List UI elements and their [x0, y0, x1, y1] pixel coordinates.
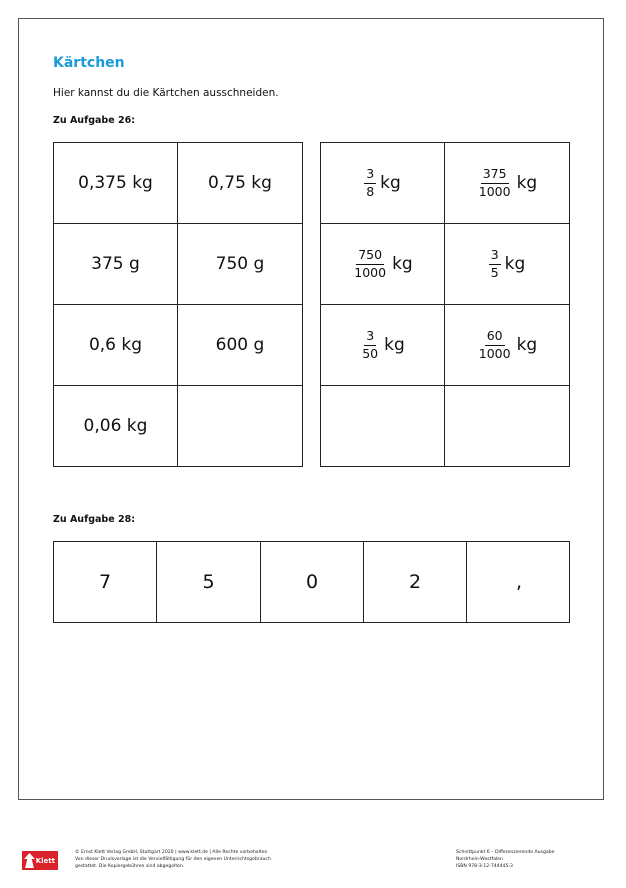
footer-line: gestattet. Die Kopiergebühren sind abgegolten.: [75, 864, 185, 869]
card-grid-28: [53, 541, 570, 623]
fraction-denominator: 1000: [478, 183, 511, 199]
digit-card: 2: [364, 542, 467, 622]
fraction-unit: kg: [384, 335, 405, 355]
fraction: [360, 329, 380, 361]
fraction: [477, 167, 513, 199]
footer-line: © Ernst Klett Verlag GmbH, Stuttgart 2020 | www.klett.de | Alle Rechte vorbehalten: [75, 850, 268, 855]
footer-copyright: [75, 849, 271, 870]
section-heading-26: Zu Aufgabe 26:: [53, 115, 135, 126]
fraction: [364, 167, 376, 199]
fraction-unit: kg: [504, 254, 526, 274]
weight-card: 0,06 kg: [54, 386, 178, 466]
fraction-unit: kg: [392, 254, 413, 274]
fraction: [477, 329, 513, 361]
fraction-numerator: 3: [364, 167, 376, 183]
weight-card: 0,75 kg: [178, 143, 302, 224]
digit-card: ,: [515, 571, 523, 593]
section-heading-28: Zu Aufgabe 28:: [53, 514, 135, 525]
fraction-numerator: 3: [364, 329, 376, 345]
footer-line: ISBN 978-3-12-744445-3: [456, 864, 513, 869]
fraction-numerator: 375: [481, 167, 509, 183]
digit-card: 0: [261, 542, 364, 622]
fraction: [352, 248, 388, 280]
fraction-unit: kg: [516, 335, 538, 355]
weight-card: 600 g: [178, 305, 302, 386]
fraction-card: [445, 224, 569, 305]
fraction-unit: kg: [516, 173, 538, 193]
footer-line: Nordrhein-Westfalen: [456, 857, 503, 862]
digit-card: 5: [157, 542, 261, 622]
weight-card: 0,6 kg: [54, 305, 178, 386]
fraction-card: [445, 305, 569, 386]
fraction-denominator: 1000: [354, 264, 387, 280]
fraction-unit: kg: [380, 173, 401, 193]
card-grid-26-right: [320, 142, 570, 467]
fraction: [489, 248, 501, 280]
page-title: Kärtchen: [53, 55, 125, 71]
footer-book-info: [456, 849, 554, 870]
fraction-card: [445, 386, 569, 466]
footer-line: Schnittpunkt 6 – Differenzierende Ausgabe: [456, 850, 555, 855]
fraction-card: [321, 386, 445, 466]
klett-logo: [22, 851, 58, 870]
intro-text: Hier kannst du die Kärtchen ausschneiden.: [53, 87, 279, 99]
klett-logo-text: Klett: [35, 856, 55, 865]
fraction-denominator: 1000: [478, 345, 511, 361]
fraction-denominator: 8: [366, 183, 375, 199]
fraction-denominator: 5: [490, 264, 499, 280]
weight-card: [178, 386, 302, 466]
weight-card: 750 g: [178, 224, 302, 305]
fraction-numerator: 750: [356, 248, 384, 264]
fraction-numerator: 60: [485, 329, 505, 345]
fraction-card: [321, 224, 445, 305]
footer-line: Von dieser Druckvorlage ist die Vervielfältigung für den eigenen Unterrichtsgebrauch: [75, 857, 271, 862]
weight-card: 0,375 kg: [54, 143, 178, 224]
klett-logo-icon: [24, 853, 35, 868]
fraction-numerator: 3: [489, 248, 501, 264]
fraction-card: [321, 305, 445, 386]
digit-card: 7: [54, 542, 157, 622]
fraction-card: [321, 143, 445, 224]
fraction-denominator: 50: [362, 345, 379, 361]
card-grid-26-left: [53, 142, 303, 467]
fraction-card: [445, 143, 569, 224]
weight-card: 375 g: [54, 224, 178, 305]
